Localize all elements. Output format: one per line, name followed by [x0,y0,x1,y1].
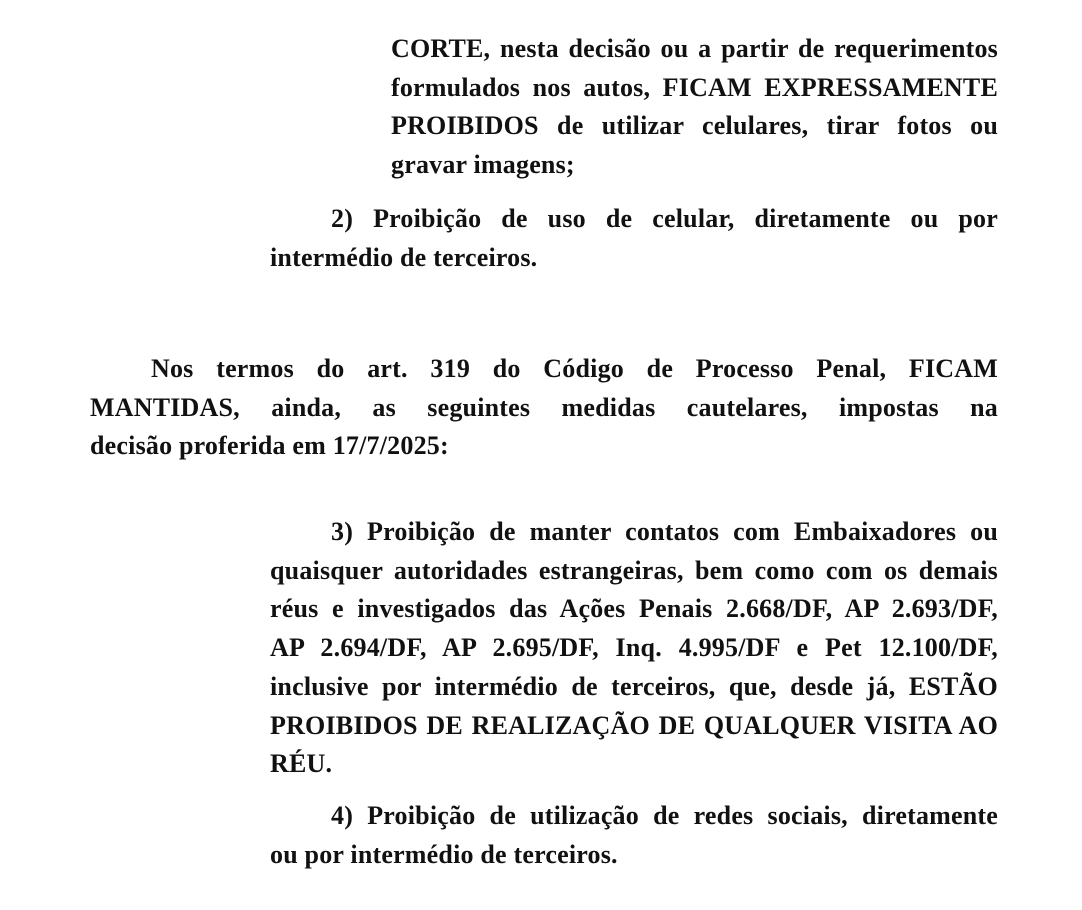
text-line: gravar imagens; [391,150,575,180]
text-line: inclusive por intermédio de terceiros, que, desde já, ESTÃO [270,671,998,701]
text-line: MANTIDAS, ainda, as seguintes medidas cautelares, impostas na [90,392,998,422]
text-line: réus e investigados das Ações Penais 2.668/DF, AP 2.693/DF, [270,594,998,624]
text-line: intermédio de terceiros. [270,242,538,272]
text-line: AP 2.694/DF, AP 2.695/DF, Inq. 4.995/DF e Pet 12.100/DF, [270,633,998,663]
paragraph-item-2 [270,200,998,277]
text-line: 3) Proibição de manter contatos com Embaixadores ou [331,517,998,546]
paragraph-item-4 [270,797,998,874]
text-line: PROIBIDOS de utilizar celulares, tirar fotos ou [391,111,998,141]
text-line: formulados nos autos, FICAM EXPRESSAMENTE [391,72,998,102]
text-line: RÉU. [270,749,333,779]
text-line: quaisquer autoridades estrangeiras, bem como com os demais [270,555,998,585]
text-line: PROIBIDOS DE REALIZAÇÃO DE QUALQUER VISITA AO [270,710,998,740]
text-line: 4) Proibição de utilização de redes sociais, diretamente [331,801,998,830]
text-line: CORTE, nesta decisão ou a partir de requerimentos [391,34,998,63]
paragraph-art-319 [90,350,998,466]
paragraph-prohibition-continuation [391,30,998,185]
text-line: Nos termos do art. 319 do Código de Processo Penal, FICAM [151,354,998,383]
text-line: ou por intermédio de terceiros. [270,839,618,869]
paragraph-item-3 [270,513,998,784]
text-line: decisão proferida em 17/7/2025: [90,431,449,461]
text-line: 2) Proibição de uso de celular, diretamente ou por [331,204,998,233]
